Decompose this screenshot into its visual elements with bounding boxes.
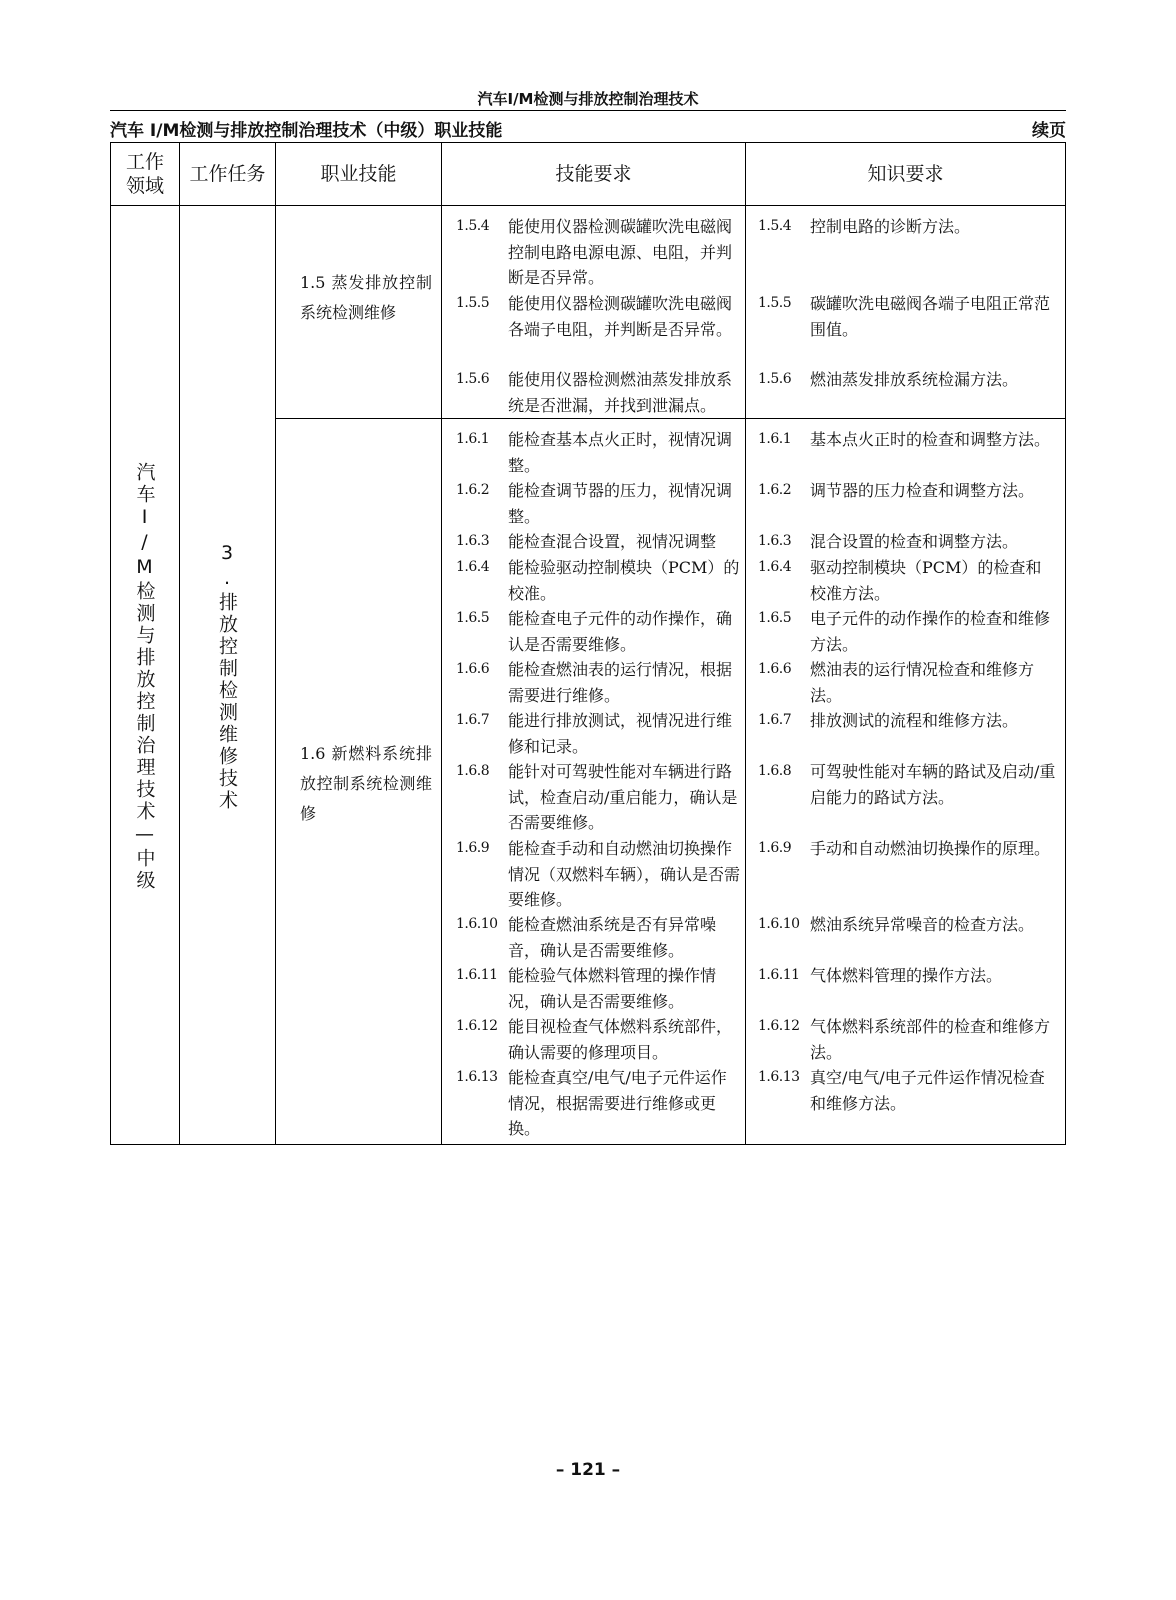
item-number: 1.6.11	[456, 967, 498, 983]
item-text: 能目视检查气体燃料系统部件，确认需要的修理项目。	[508, 1017, 733, 1062]
requirement-item	[456, 759, 741, 836]
item-text: 能检查基本点火正时，视情况调整。	[508, 430, 733, 475]
item-number: 1.6.5	[456, 610, 490, 626]
item-text: 能检验驱动控制模块（PCM）的校准。	[508, 558, 740, 603]
knowledge-item	[758, 427, 1057, 453]
item-text: 能检查电子元件的动作操作，确认是否需要维修。	[508, 609, 733, 654]
item-text: 基本点火正时的检查和调整方法。	[810, 430, 1051, 449]
item-text: 能检查燃油系统是否有异常噪音，确认是否需要维修。	[508, 915, 717, 960]
requirement-item	[456, 427, 741, 478]
requirement-item	[456, 367, 741, 418]
skill-label: 1.5 蒸发排放控制系统检测维修	[300, 273, 432, 322]
skills-table	[110, 142, 1066, 1145]
item-number: 1.5.5	[456, 295, 490, 311]
item-number: 1.6.2	[456, 482, 490, 498]
item-text: 能检验气体燃料管理的操作情况，确认是否需要维修。	[508, 966, 717, 1011]
item-text: 能检查手动和自动燃油切换操作情况（双燃料车辆），确认是否需要维修。	[508, 839, 741, 909]
requirement-item	[456, 1065, 741, 1142]
item-number: 1.6.4	[758, 559, 792, 575]
item-number: 1.6.9	[456, 840, 490, 856]
knowledge-item	[758, 1014, 1057, 1065]
knowledge-item	[758, 606, 1057, 657]
header-knowledge-requirements: 知识要求	[867, 163, 944, 185]
item-text: 能检查混合设置，视情况调整	[508, 532, 717, 551]
item-text: 能使用仪器检测碳罐吹洗电磁阀控制电路电源电源、电阻，并判断是否异常。	[508, 217, 733, 287]
item-text: 混合设置的检查和调整方法。	[810, 532, 1019, 551]
skill-label: 1.6 新燃料系统排放控制系统检测维修	[300, 744, 432, 823]
requirement-item	[456, 708, 741, 759]
header-skill-requirements: 技能要求	[442, 143, 746, 205]
page-number: – 121 –	[555, 1460, 621, 1480]
requirement-item	[456, 478, 741, 529]
item-text: 能针对可驾驶性能对车辆进行路试，检查启动/重启能力，确认是否需要维修。	[508, 762, 738, 832]
header-work-domain-label: 工作领域	[125, 151, 164, 197]
item-number: 1.6.13	[758, 1069, 800, 1085]
item-text: 能检查燃油表的运行情况，根据需要进行维修。	[508, 660, 733, 705]
item-text: 燃油表的运行情况检查和维修方法。	[810, 660, 1035, 705]
item-text: 燃油蒸发排放系统检漏方法。	[810, 370, 1019, 389]
item-number: 1.6.12	[758, 1018, 800, 1034]
skill-cell	[276, 206, 442, 418]
requirement-item	[456, 836, 741, 913]
header-skill: 职业技能	[276, 143, 442, 205]
sections-container	[276, 206, 1065, 1144]
item-number: 1.6.6	[758, 661, 792, 677]
knowledge-item	[758, 214, 1057, 240]
requirement-item	[456, 606, 741, 657]
work-domain-text: 汽车I/M检测与排放控制治理技术—中级	[133, 462, 156, 892]
item-text: 能进行排放测试，视情况进行维修和记录。	[508, 711, 733, 756]
work-domain-cell	[111, 206, 180, 1144]
item-text: 碳罐吹洗电磁阀各端子电阻正常范围值。	[810, 294, 1051, 339]
item-text: 能使用仪器检测燃油蒸发排放系统是否泄漏，并找到泄漏点。	[508, 370, 733, 415]
requirement-item	[456, 555, 741, 606]
item-number: 1.6.1	[758, 431, 792, 447]
requirement-item	[456, 214, 741, 291]
item-text: 能使用仪器检测碳罐吹洗电磁阀各端子电阻，并判断是否异常。	[508, 294, 733, 339]
item-text: 排放测试的流程和维修方法。	[810, 711, 1019, 730]
item-number: 1.6.7	[456, 712, 490, 728]
section-1-6	[276, 419, 1065, 1144]
item-number: 1.6.10	[456, 916, 498, 932]
requirement-item	[456, 912, 741, 963]
requirements-cell	[442, 419, 746, 1144]
table-header-row	[111, 143, 1065, 206]
section-1-5	[276, 206, 1065, 419]
work-task-cell	[180, 206, 276, 1144]
header-work-task: 工作任务	[180, 143, 276, 205]
requirement-item	[456, 963, 741, 1014]
requirement-item	[456, 657, 741, 708]
item-number: 1.6.10	[758, 916, 800, 932]
knowledge-item	[758, 291, 1057, 342]
item-text: 控制电路的诊断方法。	[810, 217, 971, 236]
item-text: 燃油系统异常噪音的检查方法。	[810, 915, 1035, 934]
header-rule	[110, 110, 1066, 111]
knowledge-item	[758, 529, 1057, 555]
item-text: 驱动控制模块（PCM）的检查和校准方法。	[810, 558, 1042, 603]
knowledge-item	[758, 759, 1057, 810]
knowledge-cell	[746, 206, 1065, 418]
requirement-item	[456, 1014, 741, 1065]
item-number: 1.6.6	[456, 661, 490, 677]
table-body	[111, 206, 1065, 1144]
item-number: 1.6.3	[456, 533, 490, 549]
knowledge-item	[758, 963, 1057, 989]
item-number: 1.6.11	[758, 967, 800, 983]
item-number: 1.6.9	[758, 840, 792, 856]
requirements-cell	[442, 206, 746, 418]
knowledge-item	[758, 912, 1057, 938]
knowledge-item	[758, 836, 1057, 862]
item-text: 气体燃料系统部件的检查和维修方法。	[810, 1017, 1051, 1062]
table-title: 汽车 I/M检测与排放控制治理技术（中级）职业技能	[110, 121, 503, 141]
running-head: 汽车I/M检测与排放控制治理技术	[477, 90, 699, 108]
continued-label: 续页	[1032, 121, 1066, 141]
knowledge-item	[758, 367, 1057, 393]
header-work-domain	[111, 143, 180, 205]
requirement-item	[456, 529, 741, 555]
item-text: 气体燃料管理的操作方法。	[810, 966, 1003, 985]
item-number: 1.6.12	[456, 1018, 498, 1034]
item-number: 1.6.5	[758, 610, 792, 626]
knowledge-item	[758, 1065, 1057, 1116]
knowledge-item	[758, 708, 1057, 734]
item-text: 手动和自动燃油切换操作的原理。	[810, 839, 1051, 858]
item-number: 1.6.13	[456, 1069, 498, 1085]
item-number: 1.6.2	[758, 482, 792, 498]
item-text: 能检查真空/电气/电子元件运作情况，根据需要进行维修或更换。	[508, 1068, 727, 1138]
knowledge-item	[758, 657, 1057, 708]
item-number: 1.5.6	[758, 371, 792, 387]
item-number: 1.5.4	[456, 218, 490, 234]
item-number: 1.6.4	[456, 559, 490, 575]
item-text: 调节器的压力检查和调整方法。	[810, 481, 1035, 500]
item-text: 真空/电气/电子元件运作情况检查和维修方法。	[810, 1068, 1045, 1113]
item-number: 1.6.1	[456, 431, 490, 447]
knowledge-item	[758, 555, 1057, 606]
item-number: 1.5.4	[758, 218, 792, 234]
requirement-item	[456, 291, 741, 342]
work-task-text: 3.排放控制检测维修技术	[216, 542, 238, 812]
item-number: 1.6.3	[758, 533, 792, 549]
knowledge-item	[758, 478, 1057, 504]
item-text: 电子元件的动作操作的检查和维修方法。	[810, 609, 1051, 654]
item-number: 1.6.8	[758, 763, 792, 779]
item-number: 1.5.6	[456, 371, 490, 387]
knowledge-cell	[746, 419, 1065, 1144]
item-text: 可驾驶性能对车辆的路试及启动/重启能力的路试方法。	[810, 762, 1056, 807]
skill-cell	[276, 419, 442, 1144]
item-number: 1.6.7	[758, 712, 792, 728]
item-number: 1.5.5	[758, 295, 792, 311]
item-number: 1.6.8	[456, 763, 490, 779]
item-text: 能检查调节器的压力，视情况调整。	[508, 481, 733, 526]
